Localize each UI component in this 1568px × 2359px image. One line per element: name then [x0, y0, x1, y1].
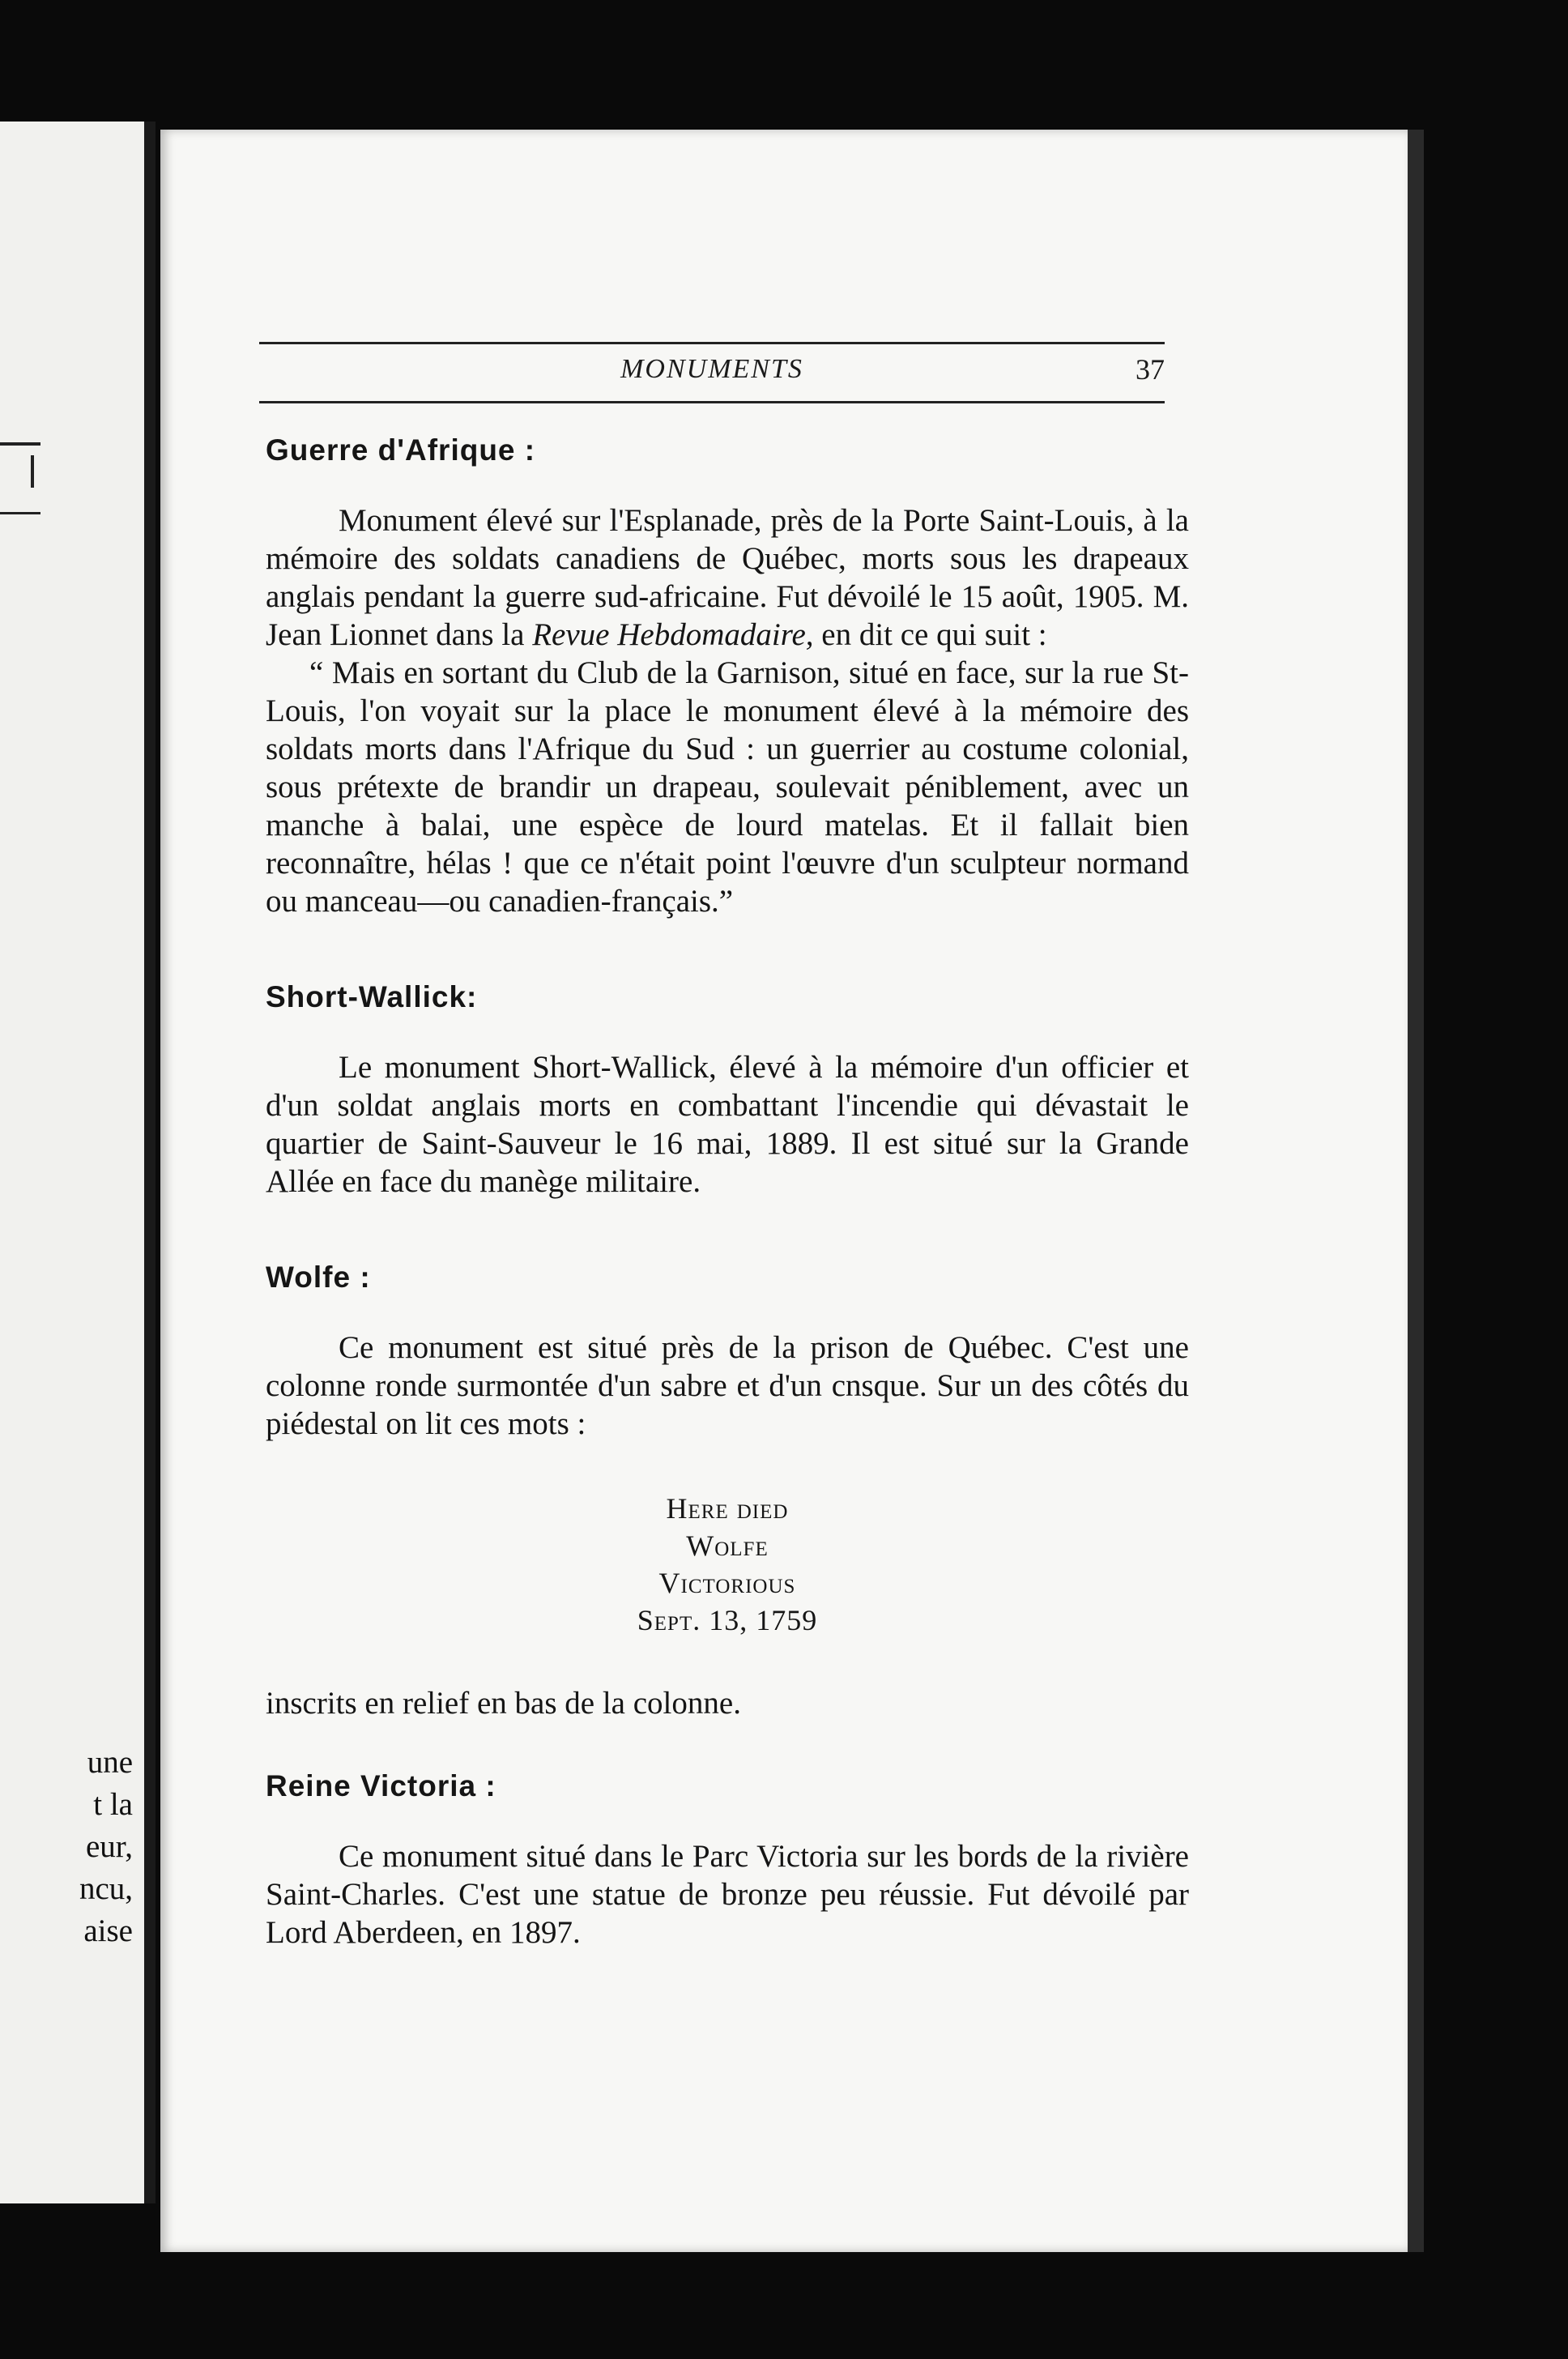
quotation-paragraph: “ Mais en sortant du Club de la Garnison, situé en face, sur la rue St-Louis, l'on voyait sur la place le monument élevé à la mémoire des soldats morts dans l'Afrique du Sud : un guerrier au costume colonial, sous prétexte de brandir un drapeau, soulevait péniblement, avec un manche à balai, une espèce de lourd matelas. Et il fallait bien reconnaître, hélas ! que ce n'était point l'œuvre d'un sculpteur normand ou manceau—ou canadien-français.” — [266, 655, 1189, 919]
inscription-note: inscrits en relief en bas de la colonne. — [266, 1686, 741, 1721]
section-title-short-wallick: Short-Wallick: — [266, 980, 478, 1013]
inscription-line: Wolfe — [686, 1529, 769, 1562]
previous-page-fragment: ncu, — [79, 1871, 133, 1906]
running-header — [259, 342, 1165, 403]
previous-page-fragment: aise — [83, 1913, 133, 1948]
inscription-line: Victorious — [658, 1567, 796, 1599]
section-paragraph — [266, 501, 1189, 654]
section-paragraph: Ce monument situé dans le Parc Victoria sur les bords de la rivière Saint-Charles. C'est une statue de bronze peu réussie. Fut dévoilé par Lord Aberdeen, en 1897. — [266, 1839, 1189, 1950]
section-paragraph: Le monument Short-Wallick, élevé à la mémoire d'un officier et d'un soldat anglais morts en combattant l'incendie qui dévastait le quartier de Saint-Sauveur le 16 mai, 1889. Il est situé sur la Grande Allée en face du manège militaire. — [266, 1050, 1189, 1199]
page-content — [266, 433, 1189, 1952]
inscription-line: Here died — [666, 1492, 789, 1525]
previous-page-text-fragments — [79, 1742, 133, 1952]
section-title-reine-victoria: Reine Victoria : — [266, 1769, 496, 1802]
previous-page-fragment: t la — [93, 1787, 133, 1822]
section-paragraph: Ce monument est situé près de la prison de Québec. C'est une colonne ronde surmontée d'un sabre et d'un cnsque. Sur un des côtés du piédestal on lit ces mots : — [266, 1330, 1189, 1441]
book-page — [160, 130, 1424, 2252]
inscription-line: Sept. 13, 1759 — [637, 1604, 818, 1636]
previous-page-fragment: eur, — [86, 1829, 133, 1864]
paragraph-text: en dit ce qui suit : — [813, 617, 1047, 652]
previous-page-mark — [31, 455, 34, 488]
monument-inscription — [266, 1490, 1189, 1639]
previous-page-fragment: une — [87, 1745, 133, 1780]
previous-page-rule — [0, 442, 40, 446]
section-title-wolfe: Wolfe : — [266, 1261, 371, 1294]
paragraph-text: Monument élevé sur l'Esplanade, près de la Porte Saint-Louis, à la mémoire des soldats canadiens de Québec, morts sous les drapeaux anglais pendant la guerre sud-africaine. Fut dévoilé le 15 août, 1905. M. Jean Lionnet dans la — [266, 503, 1189, 652]
previous-page-rule — [0, 512, 40, 514]
section-title-guerre-afrique: Guerre d'Afrique : — [266, 433, 536, 467]
previous-page-edge — [0, 122, 156, 2203]
page-number: 37 — [1136, 353, 1165, 386]
running-title: MONUMENTS — [620, 354, 803, 384]
publication-title: Revue Hebdomadaire, — [532, 617, 814, 652]
